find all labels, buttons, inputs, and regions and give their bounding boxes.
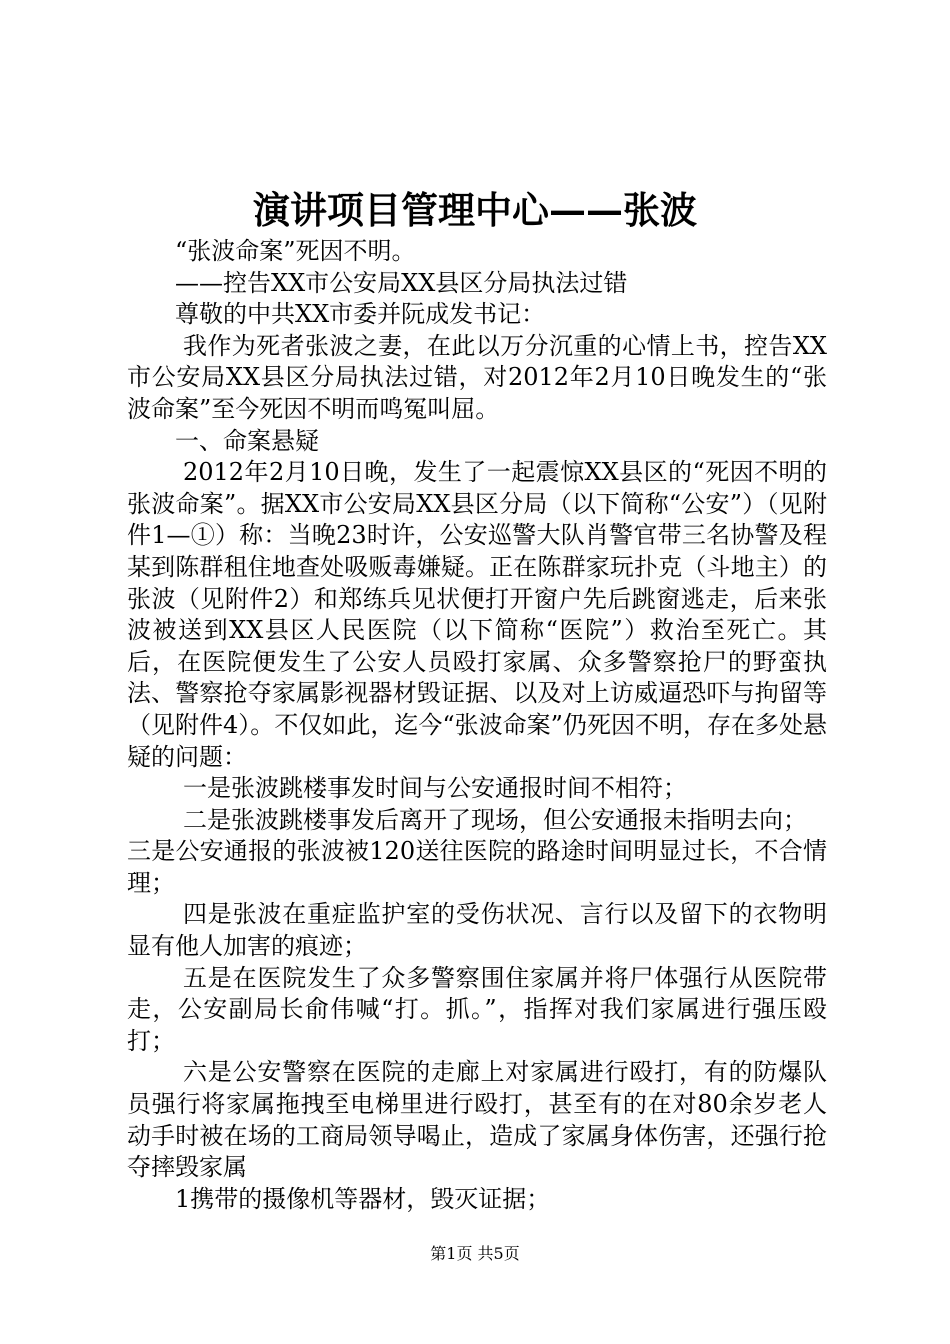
page-footer: 第1页 共5页 — [430, 1244, 520, 1263]
paragraph-case-details: 2012年2月10日晚，发生了一起震惊XX县区的“死因不明的张波命案”。据XX市公安局XX县区分局（以下简称“公安”）（见附件1—①）称：当晚23时许，公安巡警大队肖警官带三名协警及程某到陈群租住地查处吸贩毒嫌疑。正在陈群家玩扑克（斗地主）的张波（见附件2）和郑练兵见状便打开窗户先后跳窗逃走，后来张波被送到XX县区人民医院（以下简称“医院”）救治至死亡。其后，在医院便发生了公安人员殴打家属、众多警察抢尸的野蛮执法、警察抢夺家属影视器材毁证据、以及对上访威逼恐吓与拘留等（见附件4）。不仅如此，迄今“张波命案”仍死因不明，存在多处悬疑的问题： — [127, 458, 827, 771]
paragraph-point-1: 一是张波跳楼事发时间与公安通报时间不相符； — [183, 774, 687, 803]
paragraph-point-6: 六是公安警察在医院的走廊上对家属进行殴打，有的防爆队员强行将家属拖拽至电梯里进行殴打，甚至有的在对80余岁老人动手时被在场的工商局领导喝止，造成了家属身体伤害，还强行抢夺摔毁家属 — [127, 1058, 827, 1182]
paragraph-intro: 我作为死者张波之妻，在此以万分沉重的心情上书，控告XX市公安局XX县区分局执法过错，对2012年2月10日晚发生的“张波命案”至今死因不明而鸣冤叫屈。 — [127, 331, 827, 423]
paragraph-point-2: 二是张波跳楼事发后离开了现场，但公安通报未指明去向； — [183, 805, 807, 834]
document-title: 演讲项目管理中心——张波 — [253, 188, 697, 232]
paragraph-subtitle: ——控告XX市公安局XX县区分局执法过错 — [175, 268, 628, 297]
paragraph-salutation: 尊敬的中共XX市委并阮成发书记： — [175, 300, 546, 329]
section-heading: 一、命案悬疑 — [175, 426, 319, 455]
paragraph-subject: “张波命案”死因不明。 — [175, 237, 416, 265]
paragraph-point-6-continued: 1携带的摄像机等器材，毁灭证据； — [175, 1184, 551, 1213]
paragraph-point-5: 五是在医院发生了众多警察围住家属并将尸体强行从医院带走，公安副局长俞伟喊“打。抓。”，指挥对我们家属进行强压殴打； — [127, 963, 827, 1055]
paragraph-point-3: 三是公安通报的张波被120送往医院的路途时间明显过长，不合情理； — [127, 837, 827, 897]
paragraph-point-4: 四是张波在重症监护室的受伤状况、言行以及留下的衣物明显有他人加害的痕迹； — [127, 900, 827, 961]
document-body — [127, 236, 827, 1215]
